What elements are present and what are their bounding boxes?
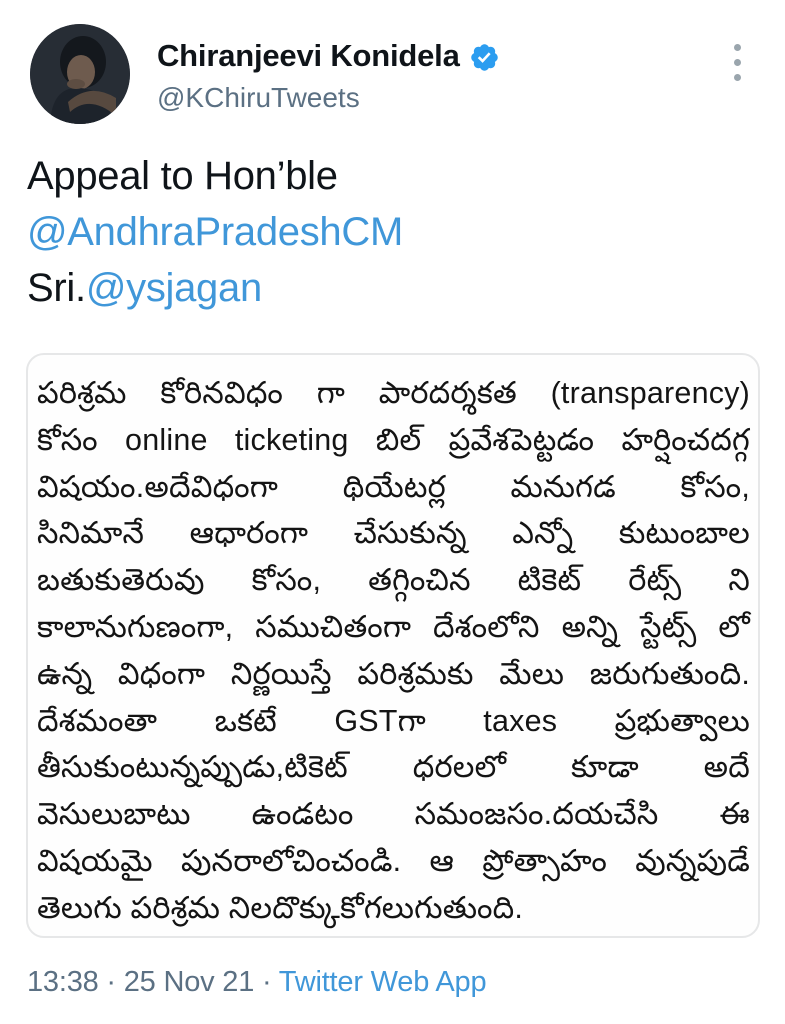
tweet-text-line (27, 260, 757, 316)
statement-line: బతుకుతెరువు కోసం, తగ్గించిన టికెట్ రేట్స్ ని (37, 563, 750, 598)
display-name[interactable]: Chiranjeevi Konidela (157, 38, 460, 73)
avatar-image (30, 24, 130, 124)
mention-link-ysjagan[interactable]: @ysjagan (85, 266, 262, 310)
tweet-text-line (27, 204, 757, 260)
statement-line: విషయమై పునరాలోచించండి. ఆ ప్రోత్సాహం వున్నపుడే (37, 843, 750, 878)
statement-line: పరిశ్రమ కోరినవిధం గా పారదర్శకత (transparency) (37, 376, 750, 410)
user-handle[interactable]: @KChiruTweets (157, 82, 360, 113)
tweet-meta (27, 966, 486, 999)
statement-line: విషయం.అదేవిధంగా థియేటర్ల మనుగడ కోసం, (37, 469, 750, 504)
statement-line: వెసులుబాటు ఉండటం సమంజసం.దయచేసి ఈ (37, 797, 750, 832)
statement-line: కాలానుగుణంగా, సముచితంగా దేశంలోని అన్ని స్టేట్స్ లో (37, 609, 750, 644)
statement-line: తెలుగు పరిశ్రమ నిలదొక్కుకోగలుగుతుంది. (37, 890, 524, 925)
source-app-link[interactable]: Twitter Web App (278, 966, 487, 998)
tweet-text-segment: Sri. (27, 266, 86, 310)
attached-text-image[interactable] (26, 353, 760, 938)
profile-avatar[interactable] (30, 24, 130, 124)
statement-line: సినిమానే ఆధారంగా చేసుకున్న ఎన్నో కుటుంబాల (37, 516, 750, 551)
timestamp: 13:38 · 25 Nov 21 · (27, 966, 279, 998)
tweet-text (27, 148, 757, 316)
verified-badge-icon (469, 42, 500, 73)
mention-link-andhrapradeshcm[interactable]: @AndhraPradeshCM (27, 210, 403, 254)
tweet-text-segment: Appeal to Hon’ble (27, 154, 338, 198)
statement-line: కోసం online ticketing బిల్ ప్రవేశపెట్టడం హర్షించదగ్గ (37, 422, 750, 457)
more-dot (734, 44, 741, 51)
statement-line: ఉన్న విధంగా నిర్ణయిస్తే పరిశ్రమకు మేలు జరుగుతుంది. (37, 656, 750, 691)
statement-line: తీసుకుంటున్నప్పుడు,టికెట్ ధరలలో కూడా అదే (37, 750, 750, 785)
more-menu-button[interactable] (717, 36, 757, 88)
tweet-header (0, 0, 785, 140)
more-dot (734, 59, 741, 66)
statement-line: దేశమంతా ఒకటే GSTగా taxes ప్రభుత్వాలు (37, 703, 750, 738)
more-dot (734, 74, 741, 81)
tweet-text-line (27, 148, 757, 204)
